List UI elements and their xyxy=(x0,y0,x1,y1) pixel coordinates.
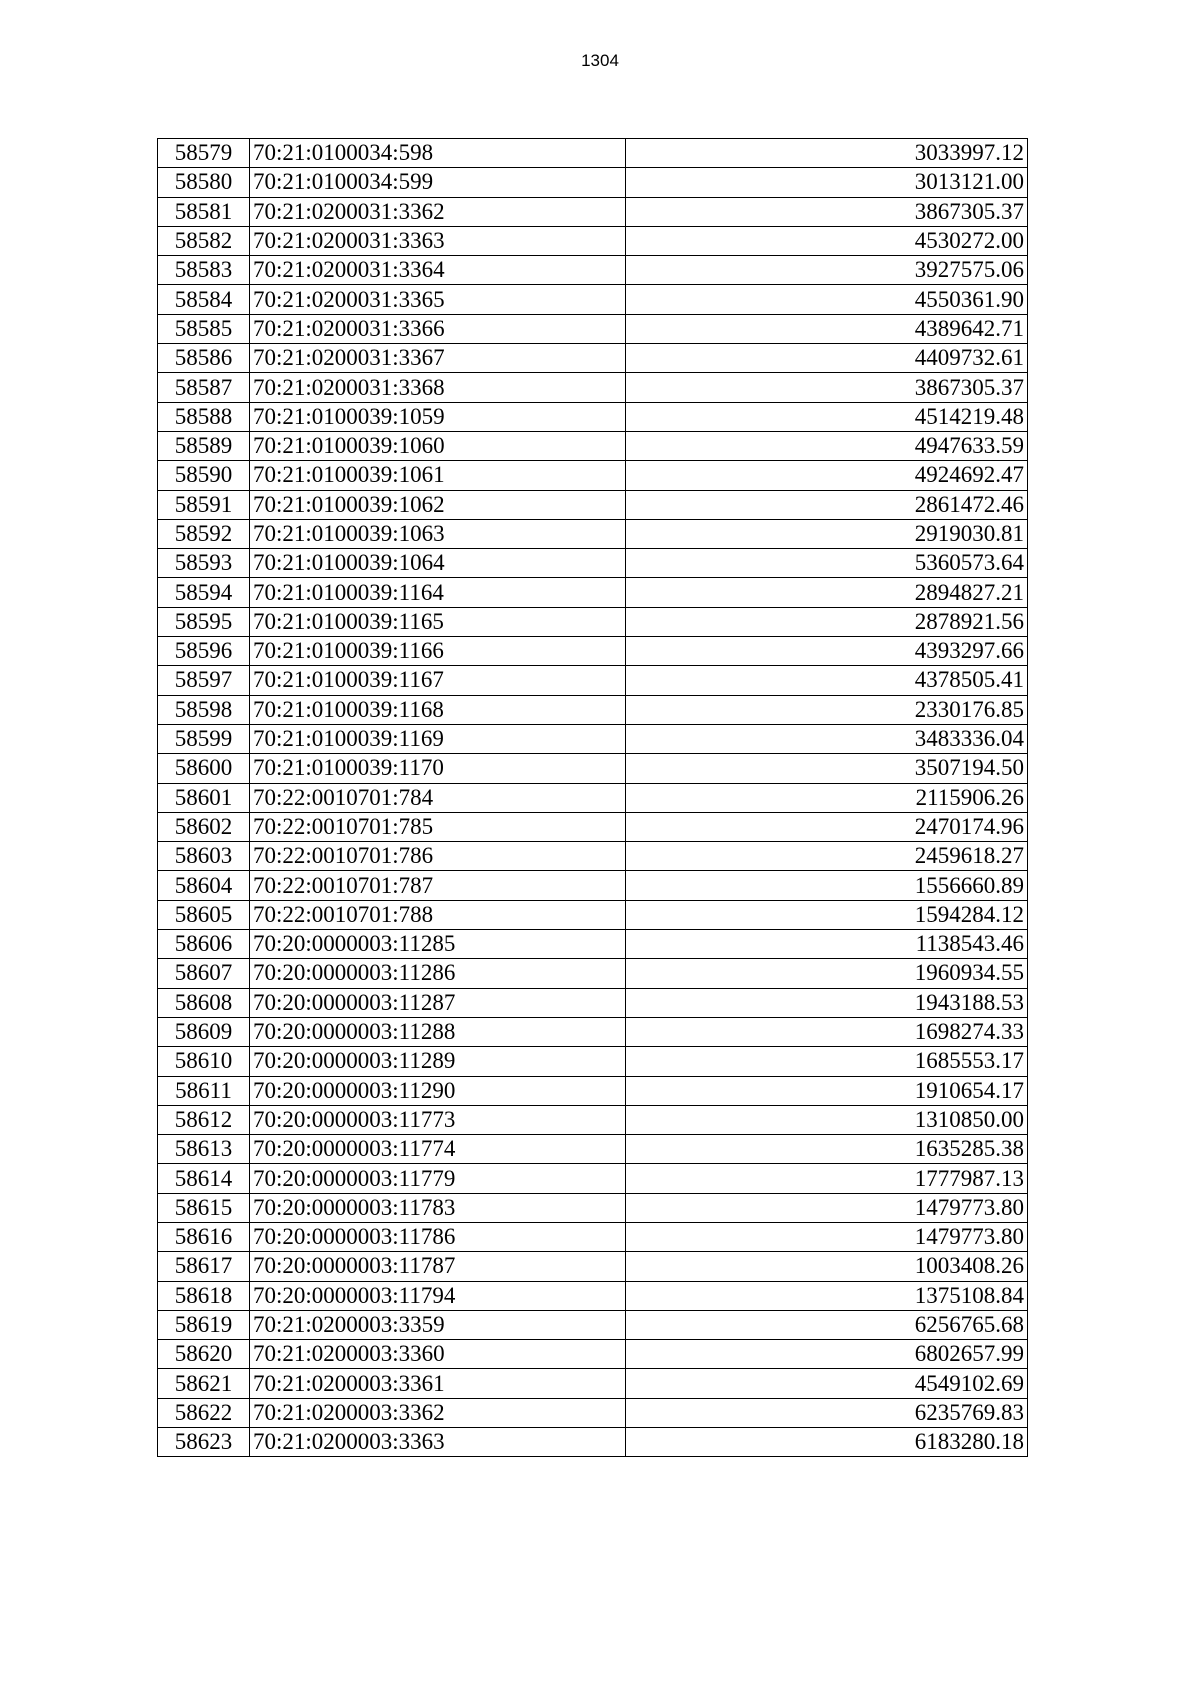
cadastral-value-cell: 4530272.00 xyxy=(626,226,1028,255)
table-row xyxy=(158,314,1028,343)
table-row xyxy=(158,1340,1028,1369)
cadastral-value-cell: 1556660.89 xyxy=(626,871,1028,900)
cadastral-value-cell: 1943188.53 xyxy=(626,988,1028,1017)
table-row xyxy=(158,754,1028,783)
cadastral-value-cell: 2115906.26 xyxy=(626,783,1028,812)
cadastral-value-cell: 6802657.99 xyxy=(626,1340,1028,1369)
table-row xyxy=(158,1017,1028,1046)
cadastral-value-cell: 1685553.17 xyxy=(626,1047,1028,1076)
table-row xyxy=(158,607,1028,636)
row-number-cell: 58579 xyxy=(158,139,250,168)
cadastral-value-cell: 2919030.81 xyxy=(626,519,1028,548)
row-number-cell: 58612 xyxy=(158,1105,250,1134)
cadastral-value-cell: 2861472.46 xyxy=(626,490,1028,519)
cadastral-number-cell: 70:21:0200031:3368 xyxy=(250,373,626,402)
row-number-cell: 58618 xyxy=(158,1281,250,1310)
row-number-cell: 58602 xyxy=(158,812,250,841)
cadastral-number-cell: 70:21:0200031:3364 xyxy=(250,256,626,285)
row-number-cell: 58605 xyxy=(158,900,250,929)
page-number: 1304 xyxy=(581,51,619,70)
table-row xyxy=(158,1076,1028,1105)
cadastral-number-cell: 70:21:0100039:1169 xyxy=(250,724,626,753)
table-row xyxy=(158,724,1028,753)
cadastral-number-cell: 70:21:0100039:1064 xyxy=(250,549,626,578)
cadastral-number-cell: 70:21:0200031:3362 xyxy=(250,197,626,226)
cadastral-value-cell: 1777987.13 xyxy=(626,1164,1028,1193)
cadastral-number-cell: 70:22:0010701:787 xyxy=(250,871,626,900)
row-number-cell: 58581 xyxy=(158,197,250,226)
row-number-cell: 58593 xyxy=(158,549,250,578)
cadastral-value-cell: 1594284.12 xyxy=(626,900,1028,929)
cadastral-value-cell: 2470174.96 xyxy=(626,812,1028,841)
cadastral-value-cell: 1375108.84 xyxy=(626,1281,1028,1310)
row-number-cell: 58596 xyxy=(158,637,250,666)
table-row xyxy=(158,402,1028,431)
cadastral-number-cell: 70:21:0100034:599 xyxy=(250,168,626,197)
cadastral-number-cell: 70:20:0000003:11773 xyxy=(250,1105,626,1134)
table-row xyxy=(158,431,1028,460)
cadastral-value-cell: 6256765.68 xyxy=(626,1310,1028,1339)
table-row xyxy=(158,461,1028,490)
table-row xyxy=(158,1105,1028,1134)
row-number-cell: 58614 xyxy=(158,1164,250,1193)
table-row xyxy=(158,197,1028,226)
cadastral-value-cell: 1310850.00 xyxy=(626,1105,1028,1134)
cadastral-number-cell: 70:22:0010701:786 xyxy=(250,842,626,871)
row-number-cell: 58594 xyxy=(158,578,250,607)
table-row xyxy=(158,519,1028,548)
cadastral-number-cell: 70:21:0100039:1063 xyxy=(250,519,626,548)
row-number-cell: 58582 xyxy=(158,226,250,255)
cadastral-number-cell: 70:21:0200003:3363 xyxy=(250,1428,626,1457)
table-row xyxy=(158,988,1028,1017)
row-number-cell: 58622 xyxy=(158,1398,250,1427)
row-number-cell: 58587 xyxy=(158,373,250,402)
row-number-cell: 58610 xyxy=(158,1047,250,1076)
cadastral-number-cell: 70:21:0100039:1061 xyxy=(250,461,626,490)
table-row xyxy=(158,783,1028,812)
cadastral-value-cell: 1960934.55 xyxy=(626,959,1028,988)
table-row xyxy=(158,1193,1028,1222)
row-number-cell: 58607 xyxy=(158,959,250,988)
cadastral-value-cell: 1698274.33 xyxy=(626,1017,1028,1046)
cadastral-number-cell: 70:21:0100034:598 xyxy=(250,139,626,168)
cadastral-value-cell: 1138543.46 xyxy=(626,930,1028,959)
row-number-cell: 58620 xyxy=(158,1340,250,1369)
cadastral-number-cell: 70:21:0100039:1165 xyxy=(250,607,626,636)
cadastral-value-cell: 4378505.41 xyxy=(626,666,1028,695)
cadastral-value-cell: 3483336.04 xyxy=(626,724,1028,753)
cadastral-number-cell: 70:20:0000003:11287 xyxy=(250,988,626,1017)
table-row xyxy=(158,1222,1028,1251)
cadastral-number-cell: 70:21:0200003:3360 xyxy=(250,1340,626,1369)
table-row xyxy=(158,373,1028,402)
cadastral-number-cell: 70:22:0010701:784 xyxy=(250,783,626,812)
cadastral-value-cell: 4947633.59 xyxy=(626,431,1028,460)
table-row xyxy=(158,490,1028,519)
cadastral-value-cell: 4514219.48 xyxy=(626,402,1028,431)
row-number-cell: 58600 xyxy=(158,754,250,783)
row-number-cell: 58611 xyxy=(158,1076,250,1105)
cadastral-value-cell: 1635285.38 xyxy=(626,1135,1028,1164)
table-row xyxy=(158,900,1028,929)
cadastral-number-cell: 70:20:0000003:11285 xyxy=(250,930,626,959)
cadastral-value-cell: 6235769.83 xyxy=(626,1398,1028,1427)
cadastral-number-cell: 70:21:0100039:1168 xyxy=(250,695,626,724)
cadastral-value-cell: 3867305.37 xyxy=(626,197,1028,226)
row-number-cell: 58591 xyxy=(158,490,250,519)
row-number-cell: 58599 xyxy=(158,724,250,753)
row-number-cell: 58585 xyxy=(158,314,250,343)
cadastral-number-cell: 70:21:0200003:3361 xyxy=(250,1369,626,1398)
table-row xyxy=(158,637,1028,666)
cadastral-number-cell: 70:22:0010701:785 xyxy=(250,812,626,841)
table-row xyxy=(158,959,1028,988)
row-number-cell: 58601 xyxy=(158,783,250,812)
row-number-cell: 58583 xyxy=(158,256,250,285)
row-number-cell: 58609 xyxy=(158,1017,250,1046)
cadastral-number-cell: 70:21:0100039:1060 xyxy=(250,431,626,460)
cadastral-value-cell: 4550361.90 xyxy=(626,285,1028,314)
table-row xyxy=(158,812,1028,841)
table-row xyxy=(158,1047,1028,1076)
cadastral-number-cell: 70:21:0100039:1167 xyxy=(250,666,626,695)
cadastral-value-cell: 3013121.00 xyxy=(626,168,1028,197)
row-number-cell: 58584 xyxy=(158,285,250,314)
table-row xyxy=(158,549,1028,578)
cadastral-number-cell: 70:21:0100039:1164 xyxy=(250,578,626,607)
cadastral-number-cell: 70:20:0000003:11779 xyxy=(250,1164,626,1193)
cadastral-value-cell: 1910654.17 xyxy=(626,1076,1028,1105)
cadastral-number-cell: 70:20:0000003:11286 xyxy=(250,959,626,988)
table-row xyxy=(158,285,1028,314)
cadastral-number-cell: 70:21:0100039:1062 xyxy=(250,490,626,519)
cadastral-value-cell: 4549102.69 xyxy=(626,1369,1028,1398)
table-row xyxy=(158,139,1028,168)
table-row xyxy=(158,578,1028,607)
cadastral-value-table xyxy=(157,138,1028,1457)
row-number-cell: 58606 xyxy=(158,930,250,959)
cadastral-value-cell: 4409732.61 xyxy=(626,344,1028,373)
cadastral-value-cell: 1479773.80 xyxy=(626,1193,1028,1222)
cadastral-value-cell: 4924692.47 xyxy=(626,461,1028,490)
table-row xyxy=(158,1164,1028,1193)
cadastral-number-cell: 70:21:0100039:1166 xyxy=(250,637,626,666)
table-row xyxy=(158,666,1028,695)
table-row xyxy=(158,842,1028,871)
table-body xyxy=(158,139,1028,1457)
table-row xyxy=(158,1281,1028,1310)
row-number-cell: 58597 xyxy=(158,666,250,695)
cadastral-number-cell: 70:20:0000003:11794 xyxy=(250,1281,626,1310)
row-number-cell: 58598 xyxy=(158,695,250,724)
table-row xyxy=(158,226,1028,255)
row-number-cell: 58615 xyxy=(158,1193,250,1222)
table-row xyxy=(158,871,1028,900)
table-row xyxy=(158,168,1028,197)
cadastral-number-cell: 70:21:0200031:3366 xyxy=(250,314,626,343)
cadastral-value-cell: 5360573.64 xyxy=(626,549,1028,578)
cadastral-number-cell: 70:20:0000003:11787 xyxy=(250,1252,626,1281)
row-number-cell: 58608 xyxy=(158,988,250,1017)
cadastral-number-cell: 70:20:0000003:11774 xyxy=(250,1135,626,1164)
row-number-cell: 58592 xyxy=(158,519,250,548)
cadastral-number-cell: 70:20:0000003:11289 xyxy=(250,1047,626,1076)
cadastral-value-cell: 1003408.26 xyxy=(626,1252,1028,1281)
cadastral-value-cell: 4393297.66 xyxy=(626,637,1028,666)
row-number-cell: 58580 xyxy=(158,168,250,197)
cadastral-value-cell: 3507194.50 xyxy=(626,754,1028,783)
cadastral-value-cell: 2878921.56 xyxy=(626,607,1028,636)
cadastral-number-cell: 70:20:0000003:11288 xyxy=(250,1017,626,1046)
cadastral-number-cell: 70:21:0100039:1170 xyxy=(250,754,626,783)
table-row xyxy=(158,1135,1028,1164)
cadastral-number-cell: 70:22:0010701:788 xyxy=(250,900,626,929)
row-number-cell: 58588 xyxy=(158,402,250,431)
row-number-cell: 58621 xyxy=(158,1369,250,1398)
cadastral-value-cell: 3927575.06 xyxy=(626,256,1028,285)
cadastral-value-cell: 6183280.18 xyxy=(626,1428,1028,1457)
table-row xyxy=(158,1398,1028,1427)
row-number-cell: 58603 xyxy=(158,842,250,871)
row-number-cell: 58613 xyxy=(158,1135,250,1164)
row-number-cell: 58590 xyxy=(158,461,250,490)
cadastral-value-cell: 2894827.21 xyxy=(626,578,1028,607)
table-row xyxy=(158,930,1028,959)
cadastral-value-cell: 3867305.37 xyxy=(626,373,1028,402)
row-number-cell: 58604 xyxy=(158,871,250,900)
cadastral-value-cell: 4389642.71 xyxy=(626,314,1028,343)
cadastral-number-cell: 70:21:0200003:3362 xyxy=(250,1398,626,1427)
cadastral-number-cell: 70:21:0100039:1059 xyxy=(250,402,626,431)
table-row xyxy=(158,1428,1028,1457)
table-row xyxy=(158,695,1028,724)
cadastral-number-cell: 70:20:0000003:11783 xyxy=(250,1193,626,1222)
row-number-cell: 58586 xyxy=(158,344,250,373)
cadastral-value-cell: 2330176.85 xyxy=(626,695,1028,724)
row-number-cell: 58589 xyxy=(158,431,250,460)
cadastral-value-cell: 2459618.27 xyxy=(626,842,1028,871)
table-row xyxy=(158,256,1028,285)
cadastral-number-cell: 70:21:0200031:3363 xyxy=(250,226,626,255)
row-number-cell: 58595 xyxy=(158,607,250,636)
cadastral-value-cell: 1479773.80 xyxy=(626,1222,1028,1251)
cadastral-number-cell: 70:20:0000003:11786 xyxy=(250,1222,626,1251)
row-number-cell: 58616 xyxy=(158,1222,250,1251)
row-number-cell: 58617 xyxy=(158,1252,250,1281)
table-row xyxy=(158,344,1028,373)
row-number-cell: 58623 xyxy=(158,1428,250,1457)
cadastral-number-cell: 70:21:0200003:3359 xyxy=(250,1310,626,1339)
table-row xyxy=(158,1369,1028,1398)
cadastral-number-cell: 70:21:0200031:3367 xyxy=(250,344,626,373)
row-number-cell: 58619 xyxy=(158,1310,250,1339)
table-row xyxy=(158,1252,1028,1281)
table-row xyxy=(158,1310,1028,1339)
cadastral-value-cell: 3033997.12 xyxy=(626,139,1028,168)
cadastral-number-cell: 70:20:0000003:11290 xyxy=(250,1076,626,1105)
cadastral-number-cell: 70:21:0200031:3365 xyxy=(250,285,626,314)
